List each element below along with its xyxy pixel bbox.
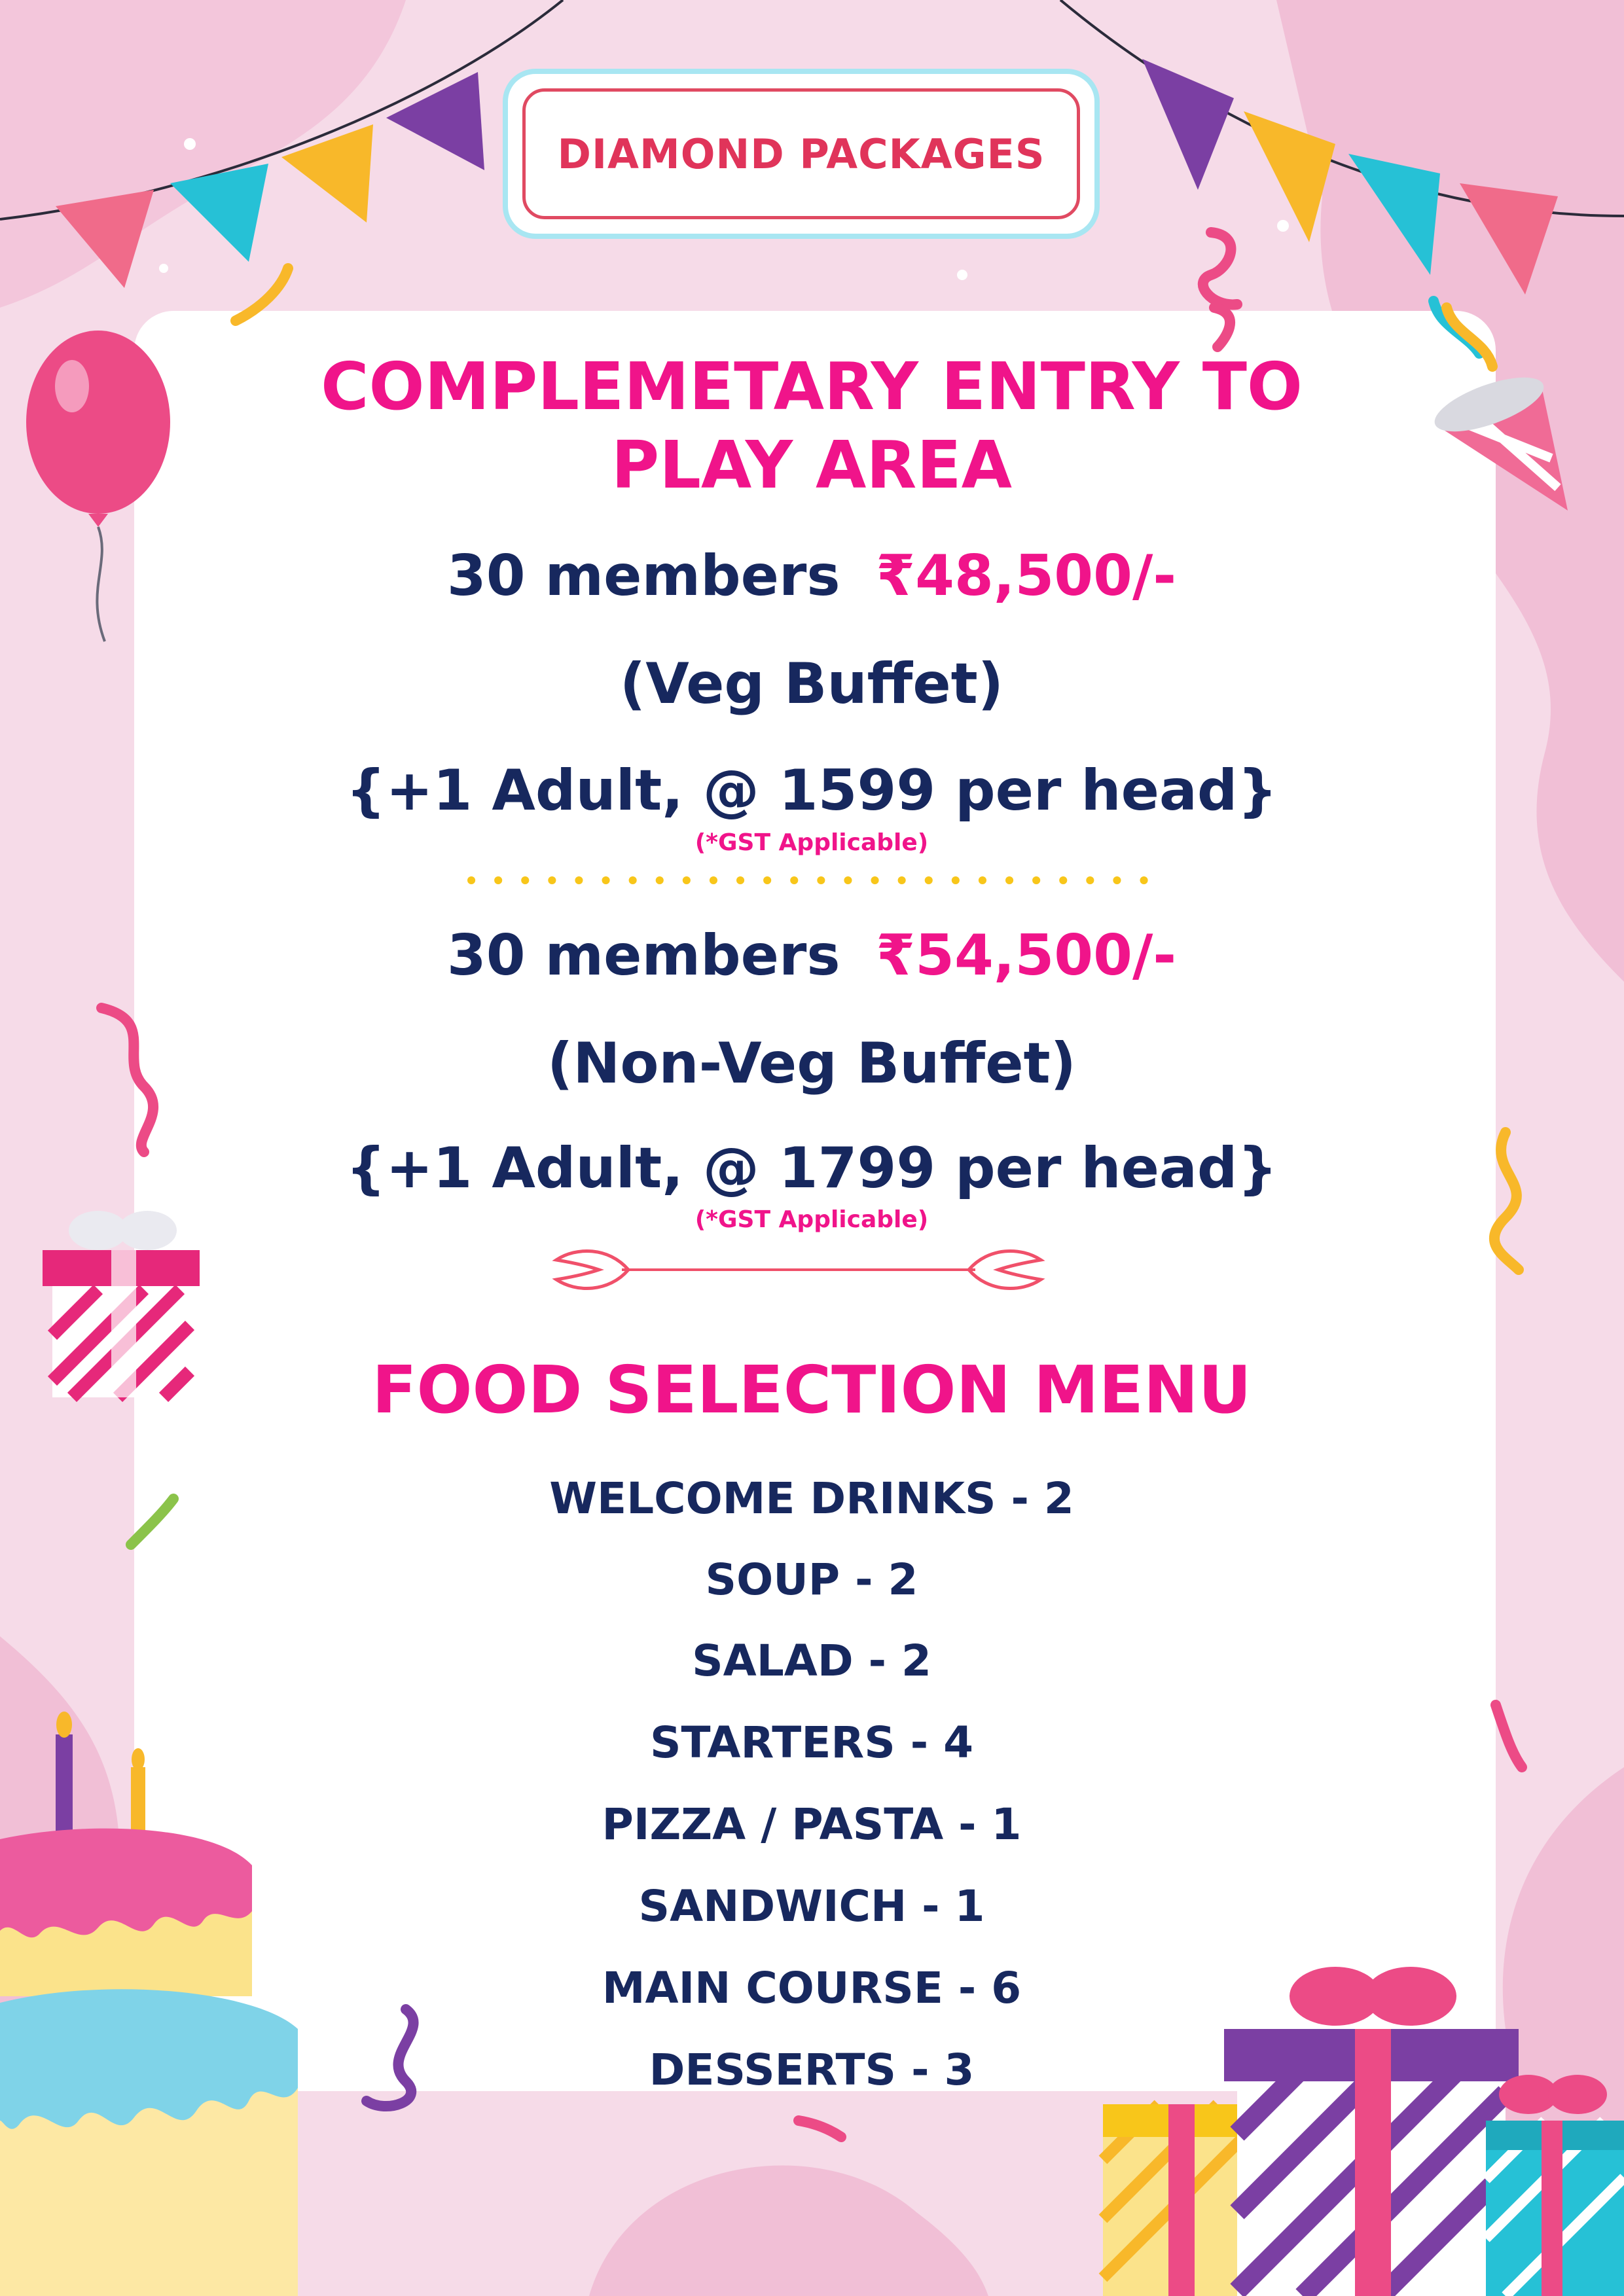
package-nonveg-type: (Non-Veg Buffet)	[547, 1031, 1076, 1096]
menu-item: SANDWICH - 1	[638, 1881, 985, 1931]
headline-line2: PLAY AREA	[611, 427, 1013, 503]
package-veg-members: 30 members	[446, 543, 840, 609]
package-veg-gst: (*GST Applicable)	[695, 829, 929, 856]
headline-line1: COMPLEMETARY ENTRY TO	[321, 348, 1303, 425]
package-veg-price-line	[151, 543, 1473, 609]
menu-title: FOOD SELECTION MENU	[372, 1352, 1252, 1428]
menu-item: SOUP - 2	[705, 1554, 918, 1605]
badge-label: DIAMOND PACKAGES	[557, 130, 1045, 178]
menu-item: STARTERS - 4	[649, 1717, 974, 1768]
package-badge	[503, 69, 1100, 239]
menu-item: WELCOME DRINKS - 2	[549, 1473, 1074, 1524]
package-nonveg-price-line	[151, 923, 1473, 988]
package-nonveg-members: 30 members	[446, 923, 840, 988]
ornament-divider-icon	[537, 1240, 1060, 1299]
menu-item: PIZZA / PASTA - 1	[602, 1799, 1022, 1850]
package-veg-price: ₹48,500/-	[876, 543, 1177, 609]
package-veg-type: (Veg Buffet)	[619, 651, 1004, 717]
dotted-divider	[458, 870, 1165, 890]
menu-item: SALAD - 2	[692, 1636, 931, 1686]
menu-item: DESSERTS - 3	[649, 2045, 975, 2095]
menu-item: MAIN COURSE - 6	[602, 1963, 1022, 2013]
package-veg-extra: {+1 Adult, @ 1599 per head}	[346, 758, 1278, 823]
package-nonveg-gst: (*GST Applicable)	[695, 1206, 929, 1233]
package-nonveg-price: ₹54,500/-	[876, 923, 1177, 988]
package-nonveg-extra: {+1 Adult, @ 1799 per head}	[346, 1136, 1278, 1201]
